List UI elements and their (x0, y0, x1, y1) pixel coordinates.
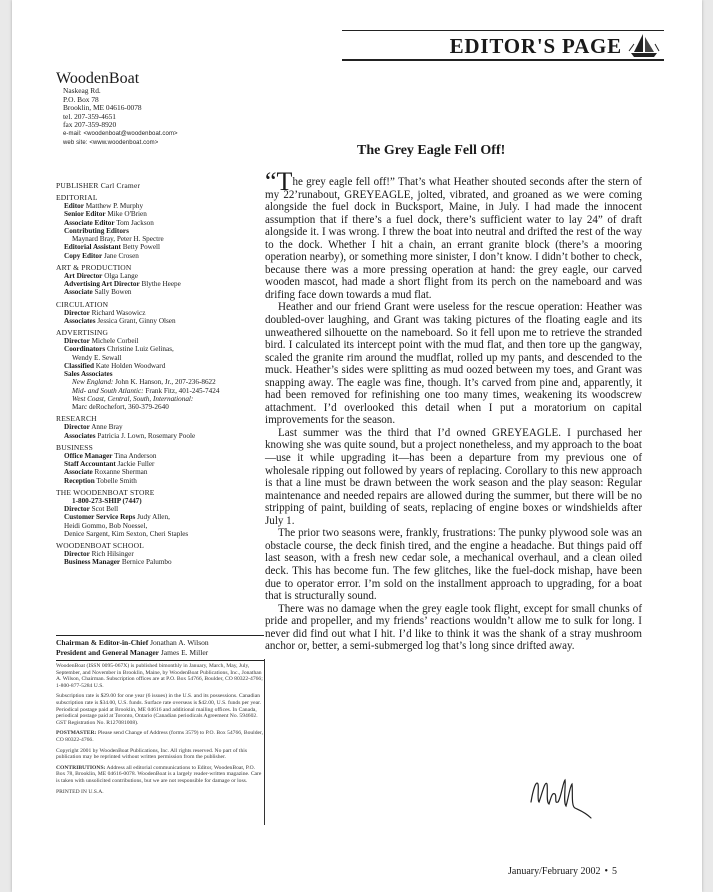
publication-statement: WoodenBoat (ISSN 0095-067X) is published bimonthly in January, March, May, July, September, and November in Brooklin, Maine, by WoodenBoat Publications, Inc., Jonathan A. Wilson, Chairman. Subscription offices are at P.O. Box 54766, Boulder, CO 80322-4766; 1-800-877-5284 U.S. (56, 663, 263, 689)
credit-line: Copy Editor Jane Crosen (64, 251, 139, 260)
header-rule-bottom (342, 59, 664, 61)
column-divider (264, 659, 265, 825)
section-heading: THE WOODENBOAT STORE (56, 487, 155, 497)
sales-line: Marc deRochefort, 360-379-2640 (72, 403, 169, 411)
header-rule-top (342, 30, 664, 31)
credit-line: Director Anne Bray (64, 423, 123, 432)
chairman-line: Chairman & Editor-in-Chief Jonathan A. Wilson (56, 638, 209, 647)
section-heading: ART & PRODUCTION (56, 262, 132, 272)
section-heading: BUSINESS (56, 442, 94, 452)
sales-line: New England: John K. Hanson, Jr., 207-236-8622 (72, 378, 216, 387)
opening-quote: “ (265, 167, 277, 196)
research-section (56, 414, 270, 440)
footer-bullet: • (604, 866, 608, 877)
credit-line: Associates Jessica Grant, Ginny Olsen (64, 316, 176, 325)
drop-cap: T (276, 167, 293, 196)
chairman-block (56, 635, 264, 661)
credit-line: Staff Accountant Jackie Fuller (64, 460, 155, 468)
section-heading: CIRCULATION (56, 299, 109, 309)
email-line: e-mail: <woodenboat@woodenboat.com> (63, 130, 178, 137)
art-production-section (56, 263, 270, 297)
credit-line: Director Michele Corbeil (64, 337, 139, 345)
school-section (56, 541, 270, 567)
credit-line: Wendy E. Sewall (72, 353, 122, 362)
credit-line: Heidi Gommo, Bob Noessel, (64, 521, 148, 530)
store-section (56, 488, 270, 538)
article-paragraph: Heather and our friend Grant were useless for the rescue operation: Heather was doubled-over laughing, and Grant was taking pictures of the floating eagle and its unweathered silhouette on the nameboard. So it fell upon me to retrieve the stranded bird. I calculated its intercept point with the mud flat, and then tore up the gangway, scaled the granite rim around the mudflat, rolled up my pants, and descended to the muck. Heather’s sides were splitting as mud oozed between my toes, and Grant was snapping away. The eagle was fine, though. It’s carved from pine and, apparently, it had been removed for refinishing one too many times, weakening its woodscrew attachment. I’d overlooked this detail when I put a moratorium on capital improvements for the season. (265, 301, 642, 427)
credit-line: Classified Kate Holden Woodward (64, 361, 166, 370)
section-heading: ADVERTISING (56, 328, 109, 337)
address-line: Brooklin, ME 04616-0078 (63, 103, 142, 113)
credit-line: Art Director Olga Lange (64, 271, 138, 280)
credit-line: Sales Associates (64, 370, 113, 378)
credit-line: Director Richard Wasowicz (64, 308, 146, 317)
postmaster-note: POSTMASTER: Please send Change of Address (forms 3579) to P.O. Box 54766, Boulder, CO 80322-4766. (56, 730, 264, 743)
magazine-page (12, 0, 702, 892)
article-paragraph: There was no damage when the grey eagle took flight, except for small chunks of pride and propeller, and my friends’ reactions wouldn’t allow me to sulk for long. I never did find out what I hit. I’d like to think it was the shank of a stray mushroom anchor or, better, a semi-submerged log that’s long since drifted away. (265, 602, 642, 653)
advertising-section (56, 328, 270, 411)
printed-in: PRINTED IN U.S.A. (56, 788, 104, 795)
address-line: P.O. Box 78 (63, 94, 99, 104)
credit-line: Advertising Art Director Blythe Heepe (64, 280, 181, 288)
publication-fine-print (56, 663, 264, 799)
issue-date: January/February 2002 (508, 866, 601, 877)
sailboat-logo-icon (628, 32, 660, 58)
credit-line: Customer Service Reps Judy Allen, (64, 513, 170, 522)
copyright-notice: Copyright 2001 by WoodenBoat Publications, Inc. All rights reserved. No part of this publication may be reprinted without written permission from the publisher. (56, 747, 248, 761)
section-heading: EDITORIAL (56, 193, 98, 202)
editors-page-header (342, 30, 664, 61)
magazine-name: WoodenBoat (56, 70, 140, 87)
credit-line: Business Manager Bernice Palumbo (64, 558, 172, 567)
credit-line: Director Scot Bell (64, 505, 119, 513)
credit-line: Maynard Bray, Peter H. Spectre (72, 235, 164, 243)
circulation-section (56, 300, 270, 326)
credit-line: 1-800-273-SHIP (7447) (72, 496, 142, 505)
credit-line: Director Rich Hilsinger (64, 550, 134, 558)
address-line: Naskeag Rd. (63, 86, 101, 95)
business-section (56, 443, 270, 485)
credit-line: Associate Sally Bowen (64, 288, 132, 297)
article-paragraph: Last summer was the third that I’d owned GREYEAGLE. I purchased her knowing she was quite sound, but a project nonetheless, and my approach to the boat—use it while upgrading it—has been a departure from my previous one of wholesale ripping out followed by years of replacing. Corollary to this new approach is that a line must be drawn between the work season and the play season: Regular maintenance and needed repairs are allowed during the summer, but there will be no stripping of paint, building of seats, replacing of engine boxes or windshields after July 1. (265, 426, 642, 527)
article-body (265, 167, 642, 653)
sales-line: West Coast, Central, South, International: (72, 394, 194, 403)
masthead (56, 70, 266, 147)
article-paragraph: The prior two seasons were, frankly, frustrations: The punky plywood sole was an obstacle course, the deck finish tired, and the engine a headache. But things paid off last season, with a fresh new cedar sole, a mechanical overhaul, and a clean oiled deck. This has become fun. The few glitches, like the fuel-dock mishap, have been due to operator error. I’m sold on the installment approach to upgrading, for a boat that is structurally sound. (265, 527, 642, 603)
editor-signature-icon (527, 772, 595, 820)
subscription-rates: Subscription rate is $29.00 for one year (6 issues) in the U.S. and its possessions. Canadian subscription rate is $34.00, U.S. funds. Surface rate overseas is $42.00, U.S. funds per year. Periodical postage paid at Brooklin, ME 04616 and additional mailing offices. In Canada, periodical postage paid at Toronto, Ontario (Canadian periodicals Agreement No. 594602. GST Registration No. R127081008). (56, 693, 262, 726)
credit-line: Contributing Editors (64, 226, 129, 235)
credit-line: Denice Sargent, Kim Sexton, Cheri Staples (64, 529, 189, 538)
website-line: web site: <www.woodenboat.com> (63, 139, 159, 146)
credit-line: Coordinators Christine Luiz Gelinas, (64, 345, 174, 354)
credit-line: Associates Patricia J. Lown, Rosemary Poole (64, 431, 196, 440)
credit-line: Office Manager Tina Anderson (64, 451, 157, 460)
credit-line: Senior Editor Mike O'Brien (64, 210, 147, 219)
credit-line: Associate Roxanne Sherman (64, 468, 148, 477)
section-heading: RESEARCH (56, 414, 97, 424)
section-heading: WOODENBOAT SCHOOL (56, 541, 145, 550)
sales-line: Mid- and South Atlantic: Frank Fitz, 401-245-7424 (72, 386, 220, 395)
editorial-section (56, 193, 270, 260)
credit-line: Editorial Assistant Betty Powell (64, 243, 161, 252)
page-number: 5 (612, 866, 617, 877)
credit-line: Reception Tobelle Smith (64, 476, 137, 485)
credit-line: Associate Editor Tom Jackson (64, 218, 154, 227)
publisher-line: PUBLISHER Carl Cramer (56, 181, 141, 190)
header-title: EDITOR'S PAGE (449, 34, 622, 58)
phone-line: tel. 207-359-4651 (63, 111, 116, 121)
page-footer (508, 866, 617, 877)
article-paragraph: “The grey eagle fell off!” That’s what Heather shouted seconds after the stern of my 22’runabout, GREYEAGLE, jolted, vibrated, and groaned as we were coming alongside the fuel dock in Bucksport, Maine, in July. I had made the innocent assumption that if there’s a fuel dock, there’s sufficient water to lay 24” of draft alongside it. I was wrong. I threw the boat into neutral and drifted the rest of the way to the dock. Whether I hit a chain, an errant granite block (there’s a mooring operation nearby), or something more sinister, I don’t know. I didn’t bother to check, because there was a more pressing operation at hand: the grey eagle, our carved wooden mascot, had made a short flight from its perch on the nameboard and was drifing face down towards a mud flat. (265, 167, 642, 301)
article-title: The Grey Eagle Fell Off! (357, 143, 506, 158)
president-line: President and General Manager James E. Miller (56, 647, 209, 657)
credit-line: Editor Matthew P. Murphy (64, 202, 144, 210)
staff-credits (56, 181, 270, 567)
fax-line: fax 207-359-8920 (63, 120, 117, 130)
contributions-note: CONTRIBUTIONS: Address all editorial communications to Editor, WoodenBoat, P.O. Box 78, Brooklin, ME 04616-0078. WoodenBoat is a largely reader-written magazine. Care is taken with unsolicited contributions, but we are not responsible for damage or loss. (56, 764, 262, 784)
